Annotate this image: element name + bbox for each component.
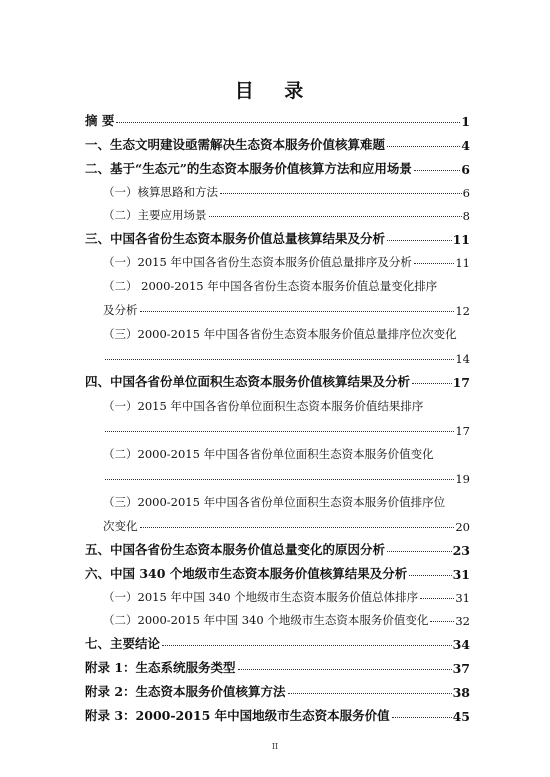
toc-entry-text: 一、生态文明建设亟需解决生态资本服务价值核算难题 bbox=[85, 137, 386, 152]
toc-entry[interactable] bbox=[85, 676, 470, 700]
toc-page-number: 17 bbox=[455, 424, 470, 438]
dot-leader bbox=[220, 193, 462, 194]
dot-leader bbox=[420, 598, 454, 599]
toc-page-number: 38 bbox=[452, 685, 470, 700]
toc-page-number: 20 bbox=[455, 520, 470, 534]
toc-entry[interactable] bbox=[85, 270, 470, 318]
toc-entry-text: 附录 1：生态系统服务类型 bbox=[85, 660, 236, 675]
toc-page-number: 6 bbox=[461, 162, 470, 177]
dot-leader bbox=[105, 431, 454, 432]
toc-entry[interactable] bbox=[85, 200, 470, 223]
dot-leader bbox=[387, 240, 452, 241]
toc-page-number: 1 bbox=[461, 114, 470, 129]
toc-page-number: 8 bbox=[462, 209, 470, 223]
toc-page-number: 11 bbox=[452, 232, 470, 247]
toc-page-number: 17 bbox=[452, 375, 470, 390]
dot-leader bbox=[238, 669, 452, 670]
toc-entry[interactable] bbox=[85, 318, 470, 366]
dot-leader bbox=[430, 621, 454, 622]
toc-entry-text: 附录 3：2000-2015 年中国地级市生态资本服务价值 bbox=[85, 708, 390, 723]
table-of-contents bbox=[85, 105, 470, 724]
toc-page-number: 37 bbox=[452, 661, 470, 676]
dot-leader bbox=[105, 479, 454, 480]
toc-entry-text: （二）2000-2015 年中国 340 个地级市生态资本服务价值变化 bbox=[103, 613, 429, 627]
dot-leader bbox=[288, 693, 452, 694]
toc-entry-text: （三）2000-2015 年中国各省份单位面积生态资本服务价值排序位 bbox=[103, 495, 446, 509]
dot-leader bbox=[392, 717, 452, 718]
toc-entry[interactable] bbox=[85, 628, 470, 652]
toc-entry-text: 四、中国各省份单位面积生态资本服务价值核算结果及分析 bbox=[85, 374, 411, 389]
toc-page-number: 11 bbox=[455, 256, 470, 270]
dot-leader bbox=[414, 170, 460, 171]
toc-entry[interactable] bbox=[85, 153, 470, 177]
page-title: 目 录 bbox=[234, 80, 316, 102]
page-footer-number: II bbox=[271, 742, 279, 751]
toc-entry-text: （一）2015 年中国 340 个地级市生态资本服务价值总体排序 bbox=[103, 590, 419, 604]
toc-entry-text: （三）2000-2015 年中国各省份生态资本服务价值总量排序位次变化 bbox=[103, 327, 457, 341]
toc-entry[interactable] bbox=[85, 486, 470, 534]
toc-page-number: 14 bbox=[455, 352, 470, 366]
toc-entry-text: （一）2015 年中国各省份单位面积生态资本服务价值结果排序 bbox=[103, 399, 424, 413]
toc-page-number: 19 bbox=[455, 472, 470, 486]
toc-page-number: 23 bbox=[452, 543, 470, 558]
toc-entry-text: 七、主要结论 bbox=[85, 636, 161, 651]
toc-entry[interactable] bbox=[85, 652, 470, 676]
dot-leader bbox=[209, 216, 462, 217]
dot-leader bbox=[116, 122, 460, 123]
toc-entry[interactable] bbox=[85, 177, 470, 200]
toc-entry[interactable] bbox=[85, 129, 470, 153]
toc-entry[interactable] bbox=[85, 534, 470, 558]
dot-leader bbox=[409, 575, 451, 576]
toc-page-number: 34 bbox=[452, 637, 470, 652]
toc-entry[interactable] bbox=[85, 582, 470, 605]
toc-entry-text-continued: 次变化 bbox=[103, 519, 138, 533]
toc-entry[interactable] bbox=[85, 223, 470, 247]
dot-leader bbox=[412, 383, 452, 384]
dot-leader bbox=[414, 263, 454, 264]
toc-entry[interactable] bbox=[85, 558, 470, 582]
toc-entry-text: 摘 要 bbox=[85, 113, 115, 128]
toc-entry-text: （一）核算思路和方法 bbox=[103, 185, 218, 199]
toc-entry-text: （二）2000-2015 年中国各省份单位面积生态资本服务价值变化 bbox=[103, 447, 434, 461]
toc-entry[interactable] bbox=[85, 390, 470, 438]
dot-leader bbox=[162, 645, 452, 646]
toc-entry-text: 二、基于“生态元”的生态资本服务价值核算方法和应用场景 bbox=[85, 161, 412, 176]
toc-entry-text: 附录 2：生态资本服务价值核算方法 bbox=[85, 684, 286, 699]
toc-entry[interactable] bbox=[85, 247, 470, 270]
toc-entry[interactable] bbox=[85, 438, 470, 486]
toc-entry-text: （二）主要应用场景 bbox=[103, 208, 207, 222]
toc-page-number: 6 bbox=[462, 186, 470, 200]
toc-entry-text: 五、中国各省份生态资本服务价值总量变化的原因分析 bbox=[85, 542, 386, 557]
toc-page-number: 45 bbox=[452, 709, 470, 724]
toc-entry-text: 六、中国 340 个地级市生态资本服务价值核算结果及分析 bbox=[85, 566, 408, 581]
toc-entry-text-continued: 及分析 bbox=[103, 303, 138, 317]
dot-leader bbox=[105, 359, 454, 360]
toc-entry[interactable] bbox=[85, 700, 470, 724]
toc-page-number: 31 bbox=[455, 591, 470, 605]
toc-entry[interactable] bbox=[85, 605, 470, 628]
toc-entry-text: 三、中国各省份生态资本服务价值总量核算结果及分析 bbox=[85, 231, 386, 246]
dot-leader bbox=[140, 527, 455, 528]
toc-entry[interactable] bbox=[85, 105, 470, 129]
toc-page-number: 4 bbox=[461, 138, 470, 153]
toc-page-number: 31 bbox=[452, 567, 470, 582]
toc-entry-text: （二） 2000-2015 年中国各省份生态资本服务价值总量变化排序 bbox=[103, 279, 438, 293]
toc-page-number: 12 bbox=[455, 304, 470, 318]
toc-page-number: 32 bbox=[455, 614, 470, 628]
toc-entry[interactable] bbox=[85, 366, 470, 390]
dot-leader bbox=[387, 551, 452, 552]
dot-leader bbox=[387, 146, 460, 147]
toc-entry-text: （一）2015 年中国各省份生态资本服务价值总量排序及分析 bbox=[103, 255, 412, 269]
dot-leader bbox=[140, 311, 455, 312]
